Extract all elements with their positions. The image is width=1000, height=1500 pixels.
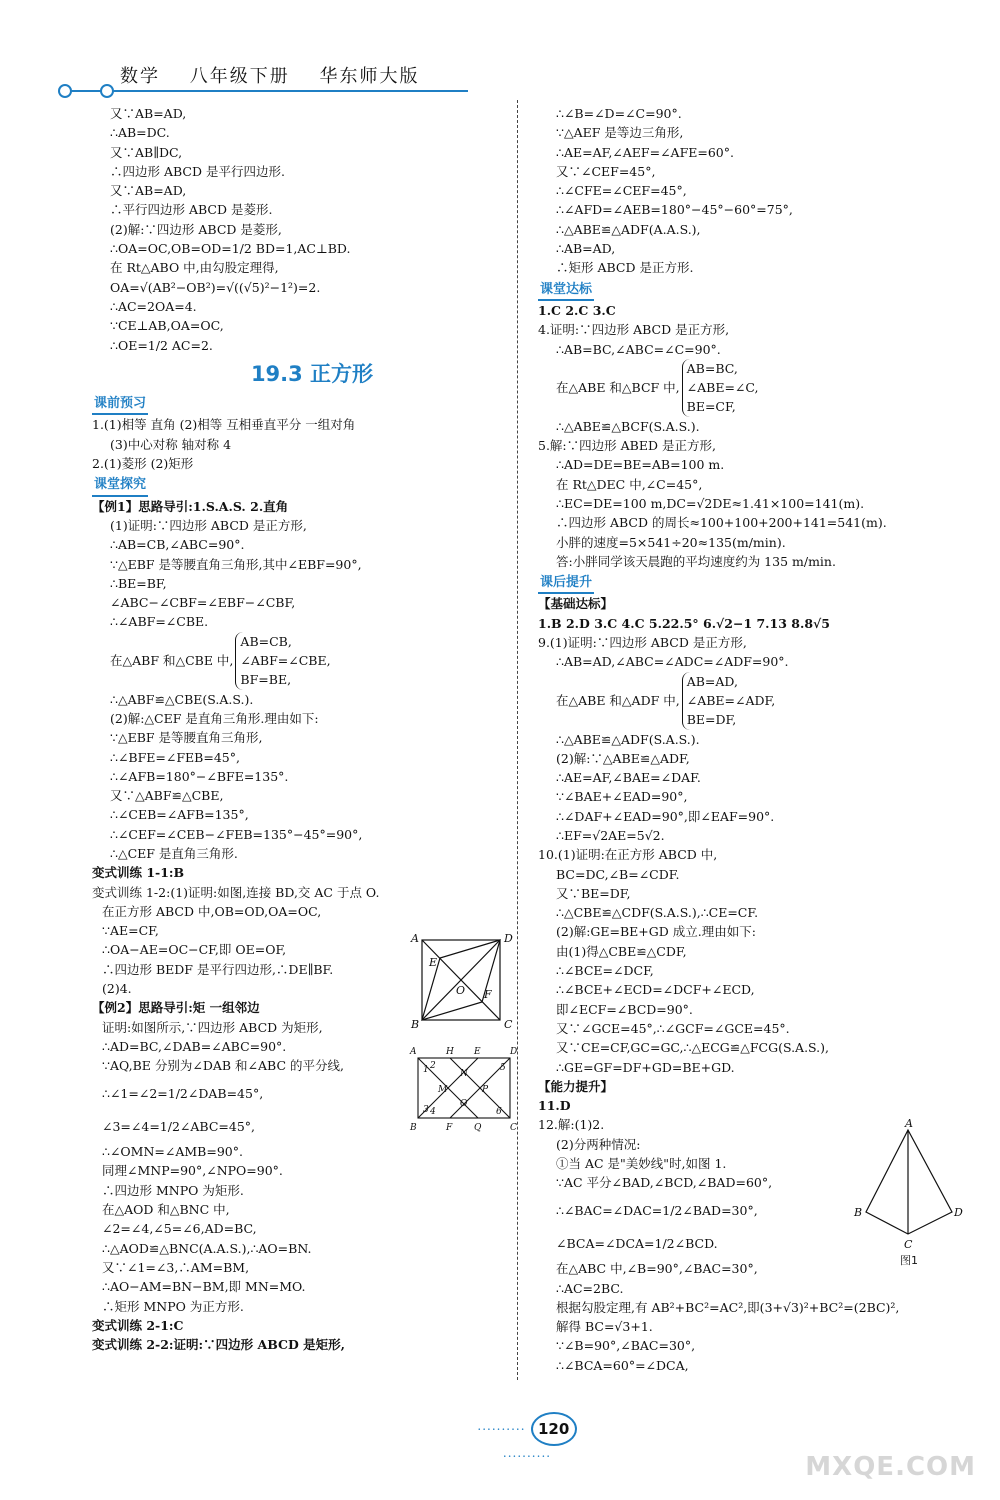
label-q: Q (474, 1123, 482, 1133)
text-line: (2)解:∵△ABE≌△ADF, (556, 750, 690, 766)
brace-row: BE=DF, (686, 712, 737, 728)
angle-label-4: 4 (430, 1107, 436, 1117)
text-line: ∴△ABF≌△CBE(S.A.S.). (110, 691, 254, 707)
text-line: (2)解:∵四边形 ABCD 是菱形, (110, 221, 282, 237)
brace-row: AB=BC, (686, 360, 738, 376)
angle-label-3: 3 (423, 1105, 429, 1115)
answer-line: 1.B 2.D 3.C 4.C 5.22.5° 6.√2−1 7.13 8.8√5 (538, 615, 830, 631)
brace-row: ∠ABE=∠C, (686, 380, 759, 396)
label-a: A (411, 932, 419, 945)
label-b: B (854, 1206, 863, 1219)
text-line: ∴∠CEF=∠CEB−∠FEB=135°−45°=90°, (110, 826, 363, 842)
text-line: 小胖的速度=5×541÷20≈135(m/min). (556, 534, 786, 550)
text-line: ∴AD=DE=BE=AB=100 m. (556, 457, 725, 473)
text-line: ∴矩形 ABCD 是正方形. (556, 260, 694, 276)
column-separator (517, 100, 518, 1380)
brace-prefix: 在△ABE 和△BCF 中, (556, 380, 680, 396)
label-n: N (460, 1069, 468, 1079)
text-line: ∴∠OMN=∠AMB=90°. (102, 1144, 243, 1160)
text-line: ∴△ABE≌△ADF(A.A.S.), (556, 221, 701, 237)
exercise-heading: 变式训练 2-2:证明:∵四边形 ABCD 是矩形, (92, 1337, 346, 1353)
class-check-heading: 课堂达标 (538, 280, 594, 301)
text-line: (3)中心对称 轴对称 4 (110, 436, 232, 452)
label-b: B (411, 1018, 420, 1030)
brace-prefix: 在△ABF 和△CBE 中, (110, 653, 234, 669)
exercise-answer: 变式训练 2-1:C (92, 1317, 184, 1333)
brace-prefix: 在△ABE 和△ADF 中, (556, 692, 680, 708)
text-line: 12.解:(1)2. (538, 1117, 605, 1133)
text-line: ∴∠B=∠D=∠C=90°. (556, 106, 682, 121)
watermark: MXQE.COM (805, 1452, 976, 1482)
text-line: (2)4. (102, 981, 132, 997)
angle-label-1: 1 (423, 1065, 429, 1075)
text-line: ∴△AOD≌△BNC(A.A.S.),∴AO=BN. (102, 1240, 312, 1256)
answer-line: 1.C 2.C 3.C (538, 302, 616, 318)
text-line: ∵AE=CF, (102, 923, 159, 939)
explore-heading: 课堂探究 (92, 475, 148, 496)
label-e: E (429, 956, 438, 969)
footer-dots: ·········· (502, 1449, 552, 1464)
brace-row: BE=CF, (686, 399, 736, 415)
label-e: E (474, 1047, 481, 1057)
text-line: ∴AB=AD,∠ABC=∠ADC=∠ADF=90°. (556, 654, 789, 670)
exercise-answer: 变式训练 1-1:B (92, 865, 185, 881)
text-line: 解得 BC=√3+1. (556, 1319, 653, 1335)
text-line: ∴∠ABF=∠CBE. (110, 614, 209, 630)
square-bedf-figure (408, 930, 518, 1030)
text-line: ∴四边形 ABCD 是平行四边形. (110, 163, 285, 179)
text-line: ∴∠DAF+∠EAD=90°,即∠EAF=90°. (556, 808, 775, 824)
text-line: ∠3=∠4=1/2∠ABC=45°, (102, 1118, 256, 1134)
text-line: OA=√(AB²−OB²)=√((√5)²−1²)=2. (110, 279, 321, 295)
text-line: ∴∠CEB=∠AFB=135°, (110, 807, 249, 823)
condition-brace (556, 359, 978, 417)
text-line: (1)证明:∵四边形 ABCD 是正方形, (110, 517, 307, 533)
text-line: 又∵∠GCE=45°,∴∠GCF=∠GCE=45°. (556, 1020, 790, 1036)
text-line: BC=DC,∠B=∠CDF. (556, 866, 680, 882)
label-c: C (504, 1018, 513, 1030)
header-subject: 数学 (120, 66, 160, 87)
text-line: (2)解:△CEF 是直角三角形.理由如下: (110, 710, 319, 726)
text-line: ∴∠BCE+∠ECD=∠DCF+∠ECD, (556, 982, 755, 998)
text-line: 由(1)得△CBE≌△CDF, (556, 943, 687, 959)
text-line: ∴BE=BF, (110, 575, 167, 591)
text-line: 又∵AB=AD, (110, 183, 187, 199)
label-o: O (456, 984, 466, 997)
label-a: A (410, 1047, 417, 1057)
brace-row: AB=CB, (240, 633, 292, 649)
left-block-1 (92, 104, 512, 355)
preview-heading: 课前预习 (92, 394, 148, 415)
text-line: 在△AOD 和△BNC 中, (102, 1202, 230, 1218)
footer-dots: ·········· (477, 1422, 526, 1437)
text-line: 根据勾股定理,有 AB²+BC²=AC²,即(3+√3)²+BC²=(2BC)², (556, 1299, 900, 1315)
text-line: ∵△EBF 是等腰直角三角形,其中∠EBF=90°, (110, 556, 362, 572)
label-d: D (954, 1206, 963, 1219)
text-line: ∴AE=AF,∠AEF=∠AFE=60°. (556, 144, 734, 160)
text-line: ∴AC=2BC. (556, 1280, 624, 1296)
subsection-heading: 【基础达标】 (538, 596, 614, 612)
text-line: 又∵AB∥DC, (110, 144, 183, 160)
kite-abcd (866, 1130, 952, 1234)
text-line: 10.(1)证明:在正方形 ABCD 中, (538, 847, 718, 863)
text-line: 9.(1)证明:∵四边形 ABCD 是正方形, (538, 635, 747, 651)
label-d: D (510, 1047, 518, 1057)
text-line: ∵△EBF 是等腰直角三角形, (110, 730, 263, 746)
angle-label-5: 5 (500, 1063, 506, 1073)
kite-figure (850, 1118, 968, 1268)
text-line: ∴∠BCA=60°=∠DCA, (556, 1357, 689, 1373)
text-line: ∴AO−AM=BN−BM,即 MN=MO. (102, 1279, 306, 1295)
label-p: P (482, 1085, 489, 1095)
text-line: 即∠ECF=∠BCD=90°. (556, 1001, 693, 1017)
text-line: ∠ABC−∠CBF=∠EBF−∠CBF, (110, 595, 296, 611)
brace-row: BF=BE, (240, 672, 292, 688)
text-line: ∴矩形 MNPO 为正方形. (102, 1298, 244, 1314)
text-line: 5.解:∵四边形 ABED 是正方形, (538, 438, 716, 454)
text-line: ①当 AC 是"美妙线"时,如图 1. (556, 1156, 727, 1172)
header-edition: 华东师大版 (319, 66, 420, 87)
subsection-heading: 【能力提升】 (538, 1078, 614, 1094)
text-line: ∵△AEF 是等边三角形, (556, 125, 684, 141)
angle-label-6: 6 (496, 1107, 502, 1117)
label-o: O (460, 1099, 468, 1109)
text-line: ∴EC=DE=100 m,DC=√2DE≈1.41×100=141(m). (556, 495, 865, 511)
page-header (120, 62, 441, 88)
text-line: 4.证明:∵四边形 ABCD 是正方形, (538, 322, 730, 338)
text-line: 在△ABC 中,∠B=90°,∠BAC=30°, (556, 1261, 758, 1277)
brace-row: AB=AD, (686, 673, 738, 689)
text-line: ∴AB=BC,∠ABC=∠C=90°. (556, 341, 721, 357)
page-number: 120 (531, 1412, 577, 1446)
text-line: ∴OA−AE=OC−CF,即 OE=OF, (102, 942, 287, 958)
label-c: C (510, 1123, 517, 1133)
label-b: B (410, 1123, 417, 1133)
text-line: ∵CE⊥AB,OA=OC, (110, 318, 224, 334)
text-line: ∵∠BAE+∠EAD=90°, (556, 789, 688, 805)
text-line: 又∵AB=AD, (110, 106, 187, 121)
brace-row: ∠ABE=∠ADF, (686, 692, 776, 708)
text-line: ∴GE=GF=DF+GD=BE+GD. (556, 1059, 735, 1075)
text-line: ∴平行四边形 ABCD 是菱形. (110, 202, 273, 218)
text-line: ∴四边形 ABCD 的周长≈100+100+200+141=541(m). (556, 515, 887, 531)
text-line: 又∵∠CEF=45°, (556, 163, 656, 179)
text-line: 又∵CE=CF,GC=GC,∴△ECG≌△FCG(S.A.S.), (556, 1040, 829, 1056)
header-rule (60, 90, 468, 92)
label-c: C (904, 1238, 913, 1251)
text-line: ∴△CEF 是直角三角形. (110, 845, 238, 861)
text-line: ∴OA=OC,OB=OD=1/2 BD=1,AC⊥BD. (110, 241, 351, 257)
text-line: ∴∠1=∠2=1/2∠DAB=45°, (102, 1085, 264, 1101)
label-f: F (484, 988, 492, 1001)
text-line: 1.(1)相等 直角 (2)相等 互相垂直平分 一组对角 (92, 417, 356, 433)
text-line: ∴∠AFD=∠AEB=180°−45°−60°=75°, (556, 202, 793, 218)
text-line: ∴∠BCE=∠DCF, (556, 963, 654, 979)
text-line: 在 Rt△DEC 中,∠C=45°, (556, 476, 703, 492)
text-line: ∵AC 平分∠BAD,∠BCD,∠BAD=60°, (556, 1175, 773, 1191)
header-rule-dot (100, 84, 114, 98)
label-d: D (504, 932, 513, 945)
label-a: A (905, 1118, 913, 1130)
text-line: ∴△ABE≌△ADF(S.A.S.). (556, 731, 700, 747)
text-line: ∴四边形 BEDF 是平行四边形,∴DE∥BF. (102, 961, 334, 977)
condition-brace (556, 672, 978, 730)
example-heading: 【例1】思路导引:1.S.A.S. 2.直角 (92, 498, 289, 514)
text-line: ∠2=∠4,∠5=∠6,AD=BC, (102, 1221, 257, 1237)
after-class-heading: 课后提升 (538, 573, 594, 594)
header-grade: 八年级下册 (189, 66, 290, 87)
label-h: H (446, 1047, 454, 1057)
rectangle-bisector-figure (408, 1044, 520, 1136)
text-line: ∴∠BAC=∠DAC=1/2∠BAD=30°, (556, 1202, 758, 1218)
text-line: ∴EF=√2AE=5√2. (556, 827, 665, 843)
text-line: ∴∠CFE=∠CEF=45°, (556, 183, 687, 199)
angle-label-2: 2 (430, 1061, 436, 1071)
text-line: ∴△ABE≌△BCF(S.A.S.). (556, 418, 700, 434)
text-line: 在正方形 ABCD 中,OB=OD,OA=OC, (102, 903, 322, 919)
text-line: ∵∠B=90°,∠BAC=30°, (556, 1338, 696, 1354)
label-m: M (438, 1085, 448, 1095)
text-line: ∴AB=DC. (110, 125, 170, 141)
text-line: 答:小胖同学该天晨跑的平均速度约为 135 m/min. (556, 553, 836, 569)
text-line: ∴△CBE≌△CDF(S.A.S.),∴CE=CF. (556, 905, 759, 921)
text-line: (2)解:GE=BE+GD 成立.理由如下: (556, 924, 756, 940)
text-line: ∠BCA=∠DCA=1/2∠BCD. (556, 1235, 718, 1251)
text-line: 又∵∠1=∠3,∴AM=BM, (102, 1259, 250, 1275)
page-number-footer (452, 1412, 602, 1465)
text-line: ∴∠AFB=180°−∠BFE=135°. (110, 768, 289, 784)
text-line: ∴AC=2OA=4. (110, 298, 197, 314)
left-column (92, 104, 512, 1354)
brace-row: ∠ABF=∠CBE, (240, 653, 331, 669)
example-heading: 【例2】思路导引:矩 一组邻边 (92, 1000, 260, 1016)
text-line: 在 Rt△ABO 中,由勾股定理得, (110, 260, 279, 276)
answer-line: 11.D (538, 1098, 571, 1114)
condition-brace (110, 632, 512, 690)
text-line: ∴AE=AF,∠BAE=∠DAF. (556, 770, 701, 786)
text-line: 同理∠MNP=90°,∠NPO=90°. (102, 1163, 283, 1179)
text-line: 又∵BE=DF, (556, 885, 631, 901)
text-line: ∴AB=AD, (556, 241, 616, 257)
exercise-heading: 变式训练 1-2:(1)证明:如图,连接 BD,交 AC 于点 O. (92, 884, 380, 900)
text-line: 又∵△ABF≌△CBE, (110, 788, 224, 804)
label-f: F (446, 1123, 453, 1133)
text-line: ∴AD=BC,∠DAB=∠ABC=90°. (102, 1038, 287, 1054)
text-line: 2.(1)菱形 (2)矩形 (92, 456, 194, 472)
text-line: 证明:如图所示,∵四边形 ABCD 为矩形, (102, 1019, 323, 1035)
text-line: ∴四边形 MNPO 为矩形. (102, 1182, 244, 1198)
text-line: ∴AB=CB,∠ABC=90°. (110, 537, 245, 553)
text-line: (2)分两种情况: (556, 1136, 641, 1152)
section-title: 19.3 正方形 (250, 361, 374, 386)
text-line: ∴OE=1/2 AC=2. (110, 337, 213, 353)
text-line: ∵AQ,BE 分别为∠DAB 和∠ABC 的平分线, (102, 1058, 344, 1074)
text-line: ∴∠BFE=∠FEB=45°, (110, 749, 240, 765)
figure-caption: 图1 (900, 1254, 918, 1267)
header-rule-dot (58, 84, 72, 98)
